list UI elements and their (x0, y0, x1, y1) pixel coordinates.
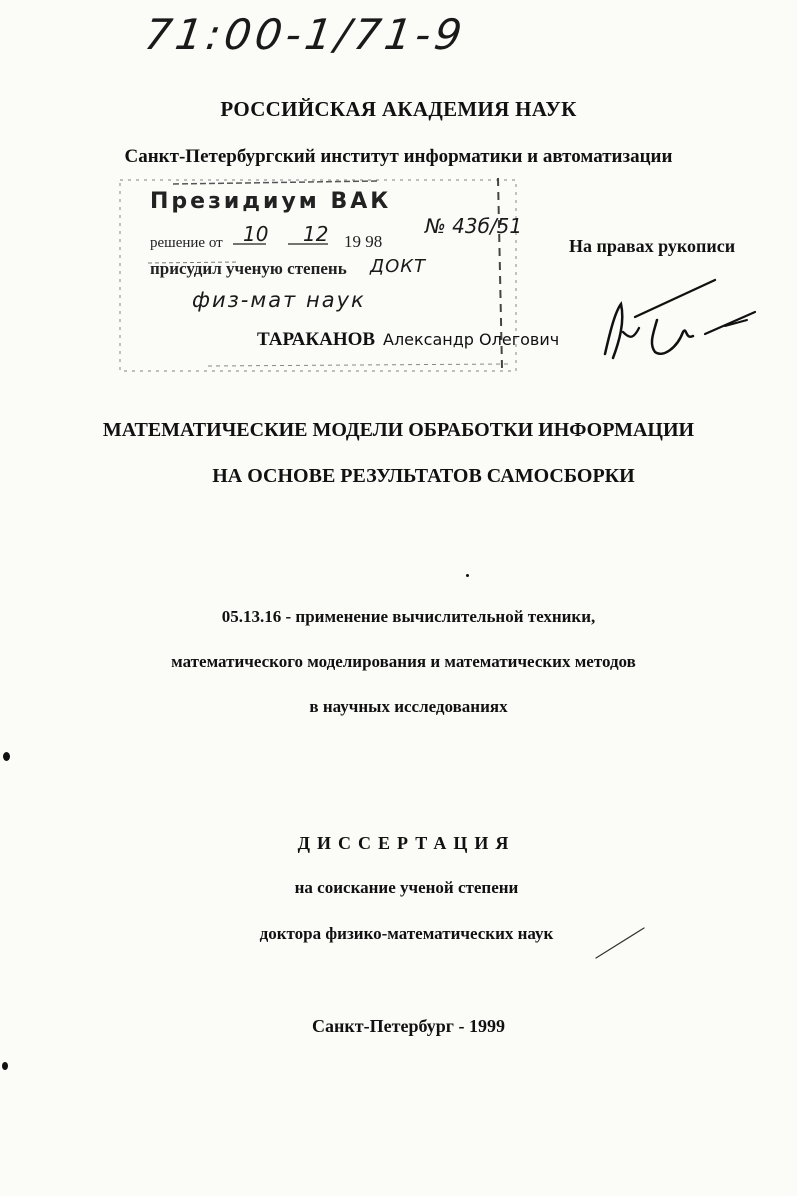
decision-day: 10 (243, 222, 269, 246)
scan-punch-mark (2, 1062, 8, 1070)
degree-field: физ-мат наук (192, 288, 366, 312)
degree-level: ДОКТ (370, 256, 427, 277)
scan-punch-mark (3, 752, 10, 761)
degree-purpose-line-2: доктора физико-математических наук (259, 924, 554, 943)
specialty-line-3: в научных исследованиях (309, 697, 508, 716)
stamp-title: Президиум ВАК (150, 189, 392, 214)
decision-year: 19 98 (344, 232, 383, 251)
pen-stroke-mark (592, 918, 652, 963)
author-given-names: Александр Олегович (383, 330, 560, 349)
academy-name: РОССИЙСКАЯ АКАДЕМИЯ НАУК (220, 97, 577, 121)
scan-speck (466, 574, 469, 577)
decision-label: решение от (150, 235, 223, 251)
document-type: ДИССЕРТАЦИЯ (297, 833, 516, 853)
dissertation-title-line-1: МАТЕМАТИЧЕСКИЕ МОДЕЛИ ОБРАБОТКИ ИНФОРМАЦИИ (102, 419, 695, 441)
degree-purpose-line-1: на соискание ученой степени (294, 878, 519, 897)
decision-month: 12 (303, 222, 329, 246)
specialty-line-2: математического моделирования и математических методов (171, 652, 636, 671)
author-surname: ТАРАКАНОВ (257, 329, 376, 350)
awarded-degree-label: присудил ученую степень (150, 259, 347, 278)
place-and-year: Санкт-Петербург - 1999 (312, 1016, 505, 1036)
archive-number: 71:00-1/71-9 (141, 10, 469, 59)
specialty-line-1: 05.13.16 - применение вычислительной техники, (221, 607, 596, 626)
author-signature (585, 272, 760, 372)
decision-number: № 43б/51 (425, 214, 523, 238)
institute-name: Санкт-Петербургский институт информатики и автоматизации (124, 146, 673, 167)
dissertation-title-line-2: НА ОСНОВЕ РЕЗУЛЬТАТОВ САМОСБОРКИ (212, 465, 635, 487)
manuscript-rights-note: На правах рукописи (569, 236, 736, 256)
